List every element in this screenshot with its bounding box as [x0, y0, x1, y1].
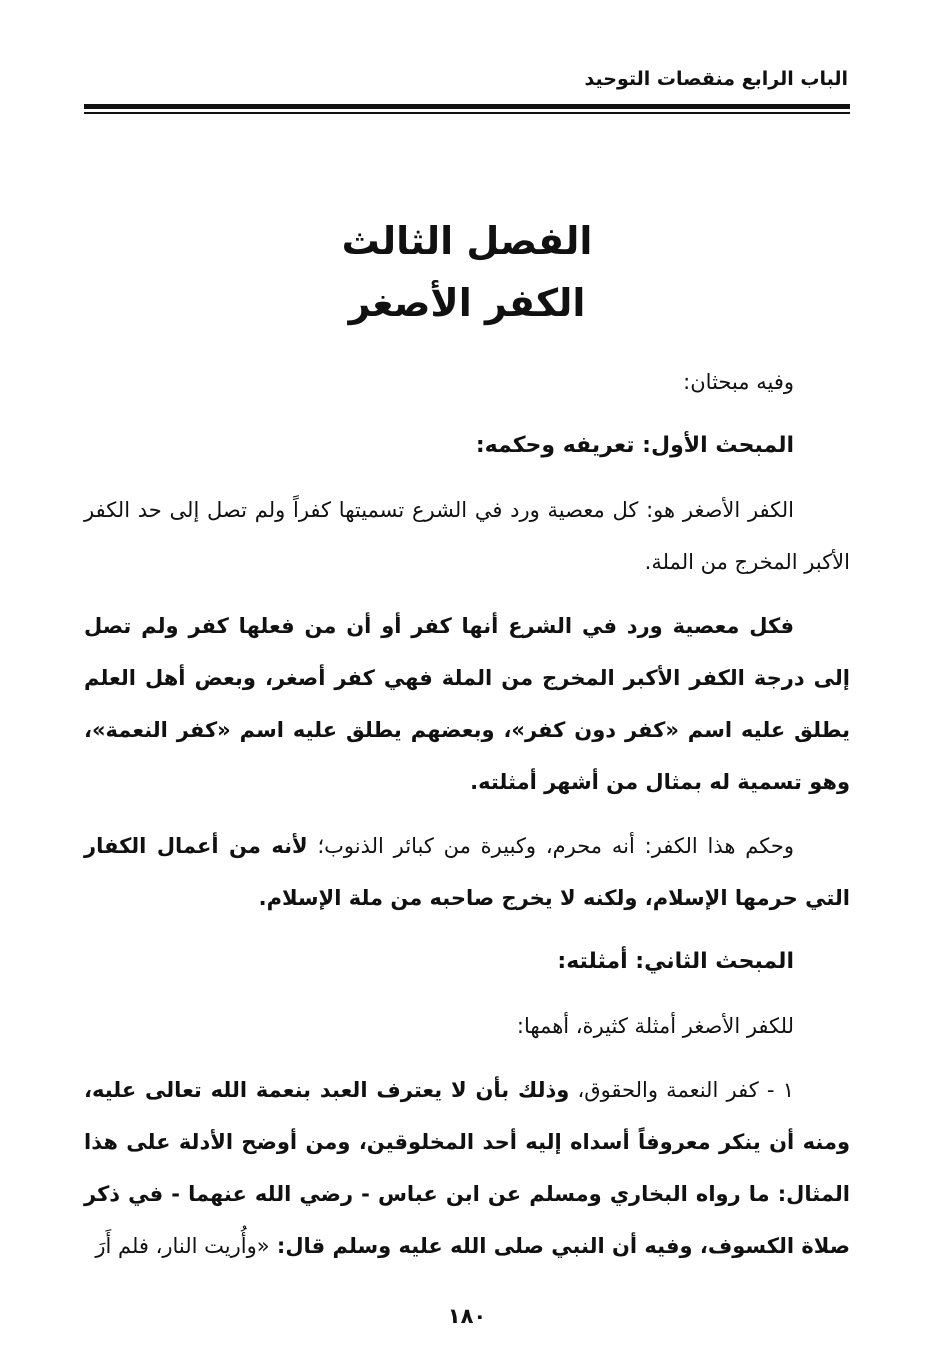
example1-paragraph [84, 1064, 850, 1272]
ruling-text: وحكم هذا الكفر: أنه محرم، وكبيرة من كبائر الذنوب؛ [307, 834, 794, 858]
intro-line: وفيه مبحثان: [683, 370, 794, 394]
header-rule-thick [84, 104, 850, 109]
ruling-reason: لأنه من أعمال الكفار التي حرمها الإسلام، ولكنه لا يخرج صاحبه من ملة الإسلام. [84, 834, 850, 910]
running-header: الباب الرابع منقصات التوحيد [584, 68, 848, 90]
page-number: ١٨٠ [447, 1304, 487, 1328]
example1-quote: «وأُريت النار، فلم أَرَ [95, 1234, 270, 1258]
section1-heading: المبحث الأول: تعريفه وحكمه: [475, 433, 794, 458]
chapter-title [84, 210, 850, 334]
examples-intro: للكفر الأصغر أمثلة كثيرة، أهمها: [516, 1014, 794, 1038]
explanation-paragraph: فكل معصية ورد في الشرع أنها كفر أو أن من فعلها كفر ولم تصل إلى درجة الكفر الأكبر المخرج من الملة فهي كفر أصغر، وبعض أهل العلم يطلق عليه اسم «كفر دون كفر»، وبعضهم يطلق عليه اسم «كفر النعمة»، وهو تسمية له بمثال من أشهر أمثلته. [84, 614, 850, 794]
example1-title: ١ - كفر النعمة والحقوق، [569, 1078, 794, 1102]
example1-body: وذلك بأن لا يعترف العبد بنعمة الله تعالى عليه، ومنه أن ينكر معروفاً أسداه إليه أحد المخلوقين، ومن أوضح الأدلة على هذا المثال: ما رواه البخاري ومسلم عن ابن عباس - رضي الله عنهما - في ذكر صلاة الكسوف، وفيه أن النبي صلى الله عليه وسلم قال: [84, 1078, 850, 1258]
page-content [84, 356, 850, 1284]
ruling-paragraph [84, 820, 850, 924]
section2-heading: المبحث الثاني: أمثلته: [557, 949, 794, 974]
header-rule-thin [84, 112, 850, 114]
chapter-title-line2: الكفر الأصغر [348, 281, 586, 325]
definition-paragraph: الكفر الأصغر هو: كل معصية ورد في الشرع تسميتها كفراً ولم تصل إلى حد الكفر الأكبر المخرج من الملة. [84, 498, 850, 574]
chapter-title-line1: الفصل الثالث [341, 219, 593, 263]
